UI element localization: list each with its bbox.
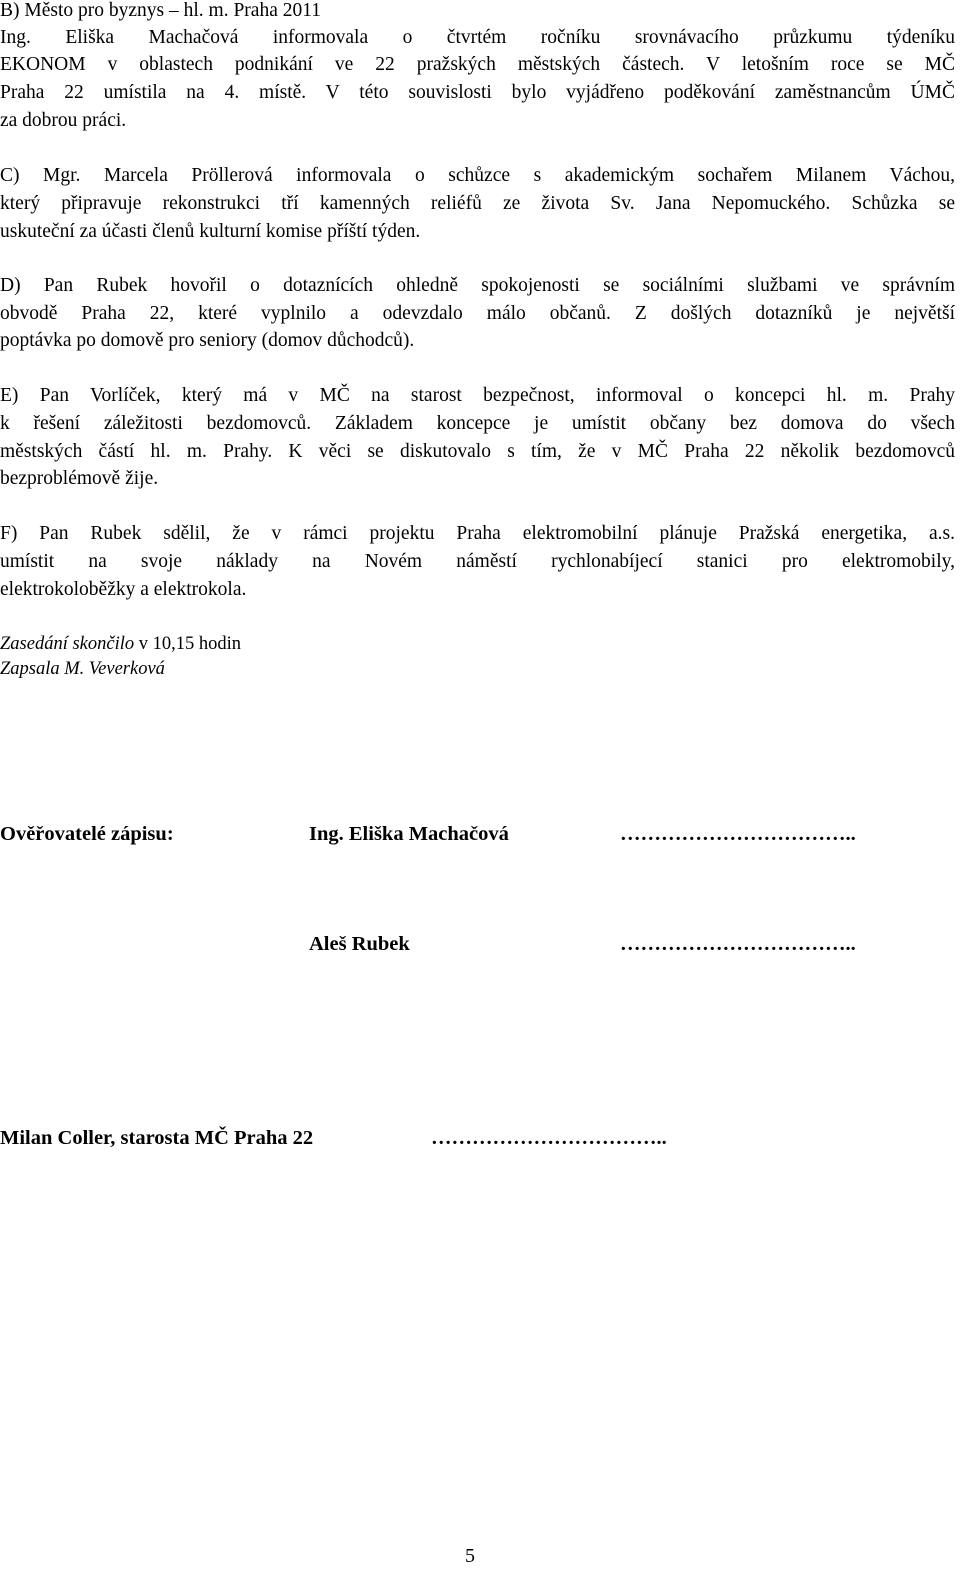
section-e-line-2: městských částí hl. m. Prahy. K věci se diskutovalo s tím, že v MČ Praha 22 několik bezdomovců bbox=[0, 441, 955, 462]
verifier-2-signature-line: …………………………….. bbox=[620, 933, 856, 955]
meeting-end-time: v 10,15 hodin bbox=[134, 634, 242, 654]
recorded-by: Zapsala M. Veverková bbox=[0, 659, 165, 679]
section-c-line-1: který připravuje rekonstrukci tří kamenných reliéfů ze života Sv. Jana Nepomuckého. Schůzka se bbox=[0, 193, 955, 214]
mayor-label: Milan Coller, starosta MČ Praha 22 bbox=[0, 1127, 314, 1149]
meeting-end-label: Zasedání skončilo bbox=[0, 634, 135, 654]
section-b-line-1: Ing. Eliška Machačová informovala o čtvrtém ročníku srovnávacího průzkumu týdeníku bbox=[0, 27, 955, 48]
mayor-signature-line: …………………………….. bbox=[431, 1127, 667, 1149]
section-f-line-1: umístit na svoje náklady na Novém náměstí rychlonabíjecí stanici pro elektromobily, bbox=[0, 551, 955, 572]
section-b-line-3: Praha 22 umístila na 4. místě. V této souvislosti bylo vyjádřeno poděkování zaměstnancům ÚMČ bbox=[0, 82, 955, 103]
section-d-line-1: obvodě Praha 22, které vyplnilo a odevzdalo málo občanů. Z došlých dotazníků je největší bbox=[0, 303, 955, 324]
section-e-line-3: bezproblémově žije. bbox=[0, 468, 159, 489]
section-e-line-0: E) Pan Vorlíček, který má v MČ na starost bezpečnost, informoval o koncepci hl. m. Prahy bbox=[0, 385, 955, 406]
meeting-end-line bbox=[0, 633, 955, 657]
verifier-2-name: Aleš Rubek bbox=[309, 933, 410, 955]
page-number: 5 bbox=[465, 1545, 475, 1567]
section-e-line-1: k řešení záležitosti bezdomovců. Základem koncepce je umístit občany bez domova do všech bbox=[0, 413, 955, 434]
section-b-line-2: EKONOM v oblastech podnikání ve 22 pražských městských částech. V letošním roce se MČ bbox=[0, 54, 955, 75]
section-d-line-0: D) Pan Rubek hovořil o dotaznících ohledně spokojenosti se sociálními službami ve správním bbox=[0, 275, 955, 296]
section-f-line-2: elektrokoloběžky a elektrokola. bbox=[0, 579, 247, 600]
verifier-1-signature-line: …………………………….. bbox=[620, 823, 856, 845]
verifier-1-name: Ing. Eliška Machačová bbox=[309, 823, 509, 845]
verifiers-label: Ověřovatelé zápisu: bbox=[0, 823, 174, 845]
section-c-line-2: uskuteční za účasti členů kulturní komise příští týden. bbox=[0, 221, 421, 242]
section-b-line-4: za dobrou práci. bbox=[0, 110, 127, 131]
section-d-line-2: poptávka po domově pro seniory (domov důchodců). bbox=[0, 330, 415, 351]
section-f-line-0: F) Pan Rubek sdělil, že v rámci projektu Praha elektromobilní plánuje Pražská energetika, a.s. bbox=[0, 523, 955, 544]
section-c-line-0: C) Mgr. Marcela Pröllerová informovala o schůzce s akademickým sochařem Milanem Váchou, bbox=[0, 165, 955, 186]
section-b-heading: B) Město pro byznys – hl. m. Praha 2011 bbox=[0, 0, 321, 21]
